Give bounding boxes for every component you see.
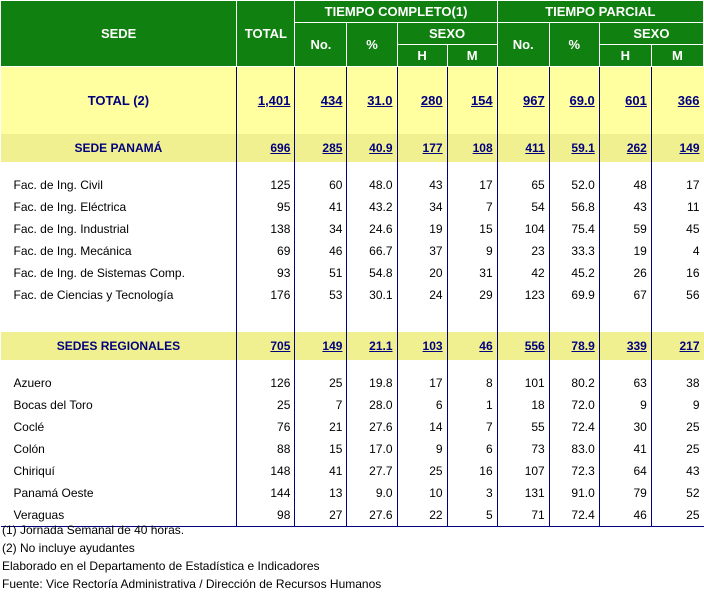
total-value: 69.0 <box>569 93 595 108</box>
cell-value: 20 <box>397 262 447 284</box>
footnote: Fuente: Vice Rectoría Administrativa / Dirección de Recursos Humanos <box>2 577 382 591</box>
row-label: Colón <box>1 438 237 460</box>
cell-value: 30 <box>599 416 651 438</box>
cell-value: 13 <box>295 482 347 504</box>
table-row <box>1 394 704 416</box>
total-value: 280 <box>420 93 443 108</box>
row-label: Fac. de Ing. de Sistemas Comp. <box>1 262 237 284</box>
total-row <box>1 67 704 135</box>
cell-value: 7 <box>447 416 497 438</box>
cell-value: 88 <box>237 438 295 460</box>
cell-value: 67 <box>599 284 651 306</box>
section-value: 262 <box>626 141 647 155</box>
cell-value: 9 <box>397 438 447 460</box>
sedes-regionales-rows <box>1 372 704 527</box>
row-label: Fac. de Ing. Mecánica <box>1 240 237 262</box>
cell-value: 15 <box>447 218 497 240</box>
header-tiempo-parcial: TIEMPO PARCIAL <box>497 1 703 23</box>
section-value: 46 <box>479 339 493 353</box>
cell-value: 46 <box>295 240 347 262</box>
cell-value: 42 <box>497 262 549 284</box>
footnote: (1) Jornada Semanal de 40 horas. <box>2 523 185 537</box>
section-value: 556 <box>524 339 545 353</box>
section-value: 149 <box>679 141 700 155</box>
row-label: Fac. de Ing. Civil <box>1 174 237 196</box>
cell-value: 17 <box>397 372 447 394</box>
cell-value: 73 <box>497 438 549 460</box>
cell-value: 48.0 <box>347 174 397 196</box>
cell-value: 95 <box>237 196 295 218</box>
cell-value: 25 <box>295 372 347 394</box>
cell-value: 131 <box>497 482 549 504</box>
cell-value: 25 <box>237 394 295 416</box>
sede-panama-rows <box>1 174 704 306</box>
cell-value: 30.1 <box>347 284 397 306</box>
cell-value: 34 <box>295 218 347 240</box>
cell-value: 27.7 <box>347 460 397 482</box>
cell-value: 79 <box>599 482 651 504</box>
cell-value: 59 <box>599 218 651 240</box>
cell-value: 45 <box>651 218 703 240</box>
cell-value: 25 <box>651 438 703 460</box>
section-value: 149 <box>322 339 343 353</box>
cell-value: 28.0 <box>347 394 397 416</box>
cell-value: 25 <box>651 504 703 527</box>
footnote: (2) No incluye ayudantes <box>2 541 135 555</box>
cell-value: 37 <box>397 240 447 262</box>
cell-value: 9 <box>599 394 651 416</box>
section-value: 103 <box>422 339 443 353</box>
cell-value: 56.8 <box>549 196 599 218</box>
cell-value: 22 <box>397 504 447 527</box>
row-label: Chiriquí <box>1 460 237 482</box>
cell-value: 27.6 <box>347 504 397 527</box>
cell-value: 19.8 <box>347 372 397 394</box>
cell-value: 148 <box>237 460 295 482</box>
cell-value: 26 <box>599 262 651 284</box>
cell-value: 16 <box>651 262 703 284</box>
cell-value: 93 <box>237 262 295 284</box>
cell-value: 9 <box>447 240 497 262</box>
total-value: 31.0 <box>367 93 393 108</box>
cell-value: 75.4 <box>549 218 599 240</box>
cell-value: 9.0 <box>347 482 397 504</box>
section-sedes-regionales <box>1 332 704 360</box>
cell-value: 41 <box>295 460 347 482</box>
cell-value: 60 <box>295 174 347 196</box>
section-value: 40.9 <box>369 141 393 155</box>
cell-value: 43 <box>599 196 651 218</box>
cell-value: 7 <box>295 394 347 416</box>
table-row <box>1 438 704 460</box>
cell-value: 33.3 <box>549 240 599 262</box>
cell-value: 52.0 <box>549 174 599 196</box>
total-value: 1,401 <box>257 93 291 108</box>
row-label: Fac. de Ing. Industrial <box>1 218 237 240</box>
row-label: Veraguas <box>1 504 237 527</box>
cell-value: 98 <box>237 504 295 527</box>
cell-value: 17 <box>447 174 497 196</box>
header-sede: SEDE <box>1 1 237 67</box>
cell-value: 55 <box>497 416 549 438</box>
header-tp-h: H <box>599 45 651 67</box>
table-row <box>1 284 704 306</box>
cell-value: 27 <box>295 504 347 527</box>
section-value: 696 <box>270 141 291 155</box>
cell-value: 6 <box>397 394 447 416</box>
cell-value: 11 <box>651 196 703 218</box>
cell-value: 21 <box>295 416 347 438</box>
cell-value: 43 <box>651 460 703 482</box>
total-value: 366 <box>677 93 700 108</box>
table-row <box>1 482 704 504</box>
cell-value: 34 <box>397 196 447 218</box>
cell-value: 24.6 <box>347 218 397 240</box>
cell-value: 17.0 <box>347 438 397 460</box>
cell-value: 25 <box>397 460 447 482</box>
cell-value: 18 <box>497 394 549 416</box>
table-row <box>1 372 704 394</box>
cell-value: 9 <box>651 394 703 416</box>
header-total: TOTAL <box>237 1 295 67</box>
cell-value: 69 <box>237 240 295 262</box>
cell-value: 45.2 <box>549 262 599 284</box>
header-tc-pct: % <box>347 23 397 67</box>
section-value: 108 <box>472 141 493 155</box>
section-value: 21.1 <box>369 339 393 353</box>
row-label: Bocas del Toro <box>1 394 237 416</box>
header-tp-no: No. <box>497 23 549 67</box>
cell-value: 138 <box>237 218 295 240</box>
cell-value: 10 <box>397 482 447 504</box>
cell-value: 63 <box>599 372 651 394</box>
cell-value: 72.0 <box>549 394 599 416</box>
header-tp-pct: % <box>549 23 599 67</box>
cell-value: 16 <box>447 460 497 482</box>
cell-value: 65 <box>497 174 549 196</box>
table-row <box>1 416 704 438</box>
cell-value: 7 <box>447 196 497 218</box>
section-value: 705 <box>270 339 291 353</box>
cell-value: 56 <box>651 284 703 306</box>
section-value: 59.1 <box>571 141 595 155</box>
total-value: 434 <box>320 93 343 108</box>
cell-value: 53 <box>295 284 347 306</box>
cell-value: 71 <box>497 504 549 527</box>
cell-value: 17 <box>651 174 703 196</box>
cell-value: 24 <box>397 284 447 306</box>
cell-value: 43.2 <box>347 196 397 218</box>
cell-value: 3 <box>447 482 497 504</box>
cell-value: 27.6 <box>347 416 397 438</box>
cell-value: 38 <box>651 372 703 394</box>
header-tp-sexo: SEXO <box>599 23 703 45</box>
cell-value: 54.8 <box>347 262 397 284</box>
table-row <box>1 460 704 482</box>
section-value: 411 <box>525 141 545 155</box>
section-sede-panama <box>1 134 704 162</box>
cell-value: 144 <box>237 482 295 504</box>
cell-value: 72.4 <box>549 416 599 438</box>
cell-value: 25 <box>651 416 703 438</box>
row-label: Panamá Oeste <box>1 482 237 504</box>
footnote: Elaborado en el Departamento de Estadística e Indicadores <box>2 559 320 573</box>
cell-value: 51 <box>295 262 347 284</box>
cell-value: 6 <box>447 438 497 460</box>
header-tc-h: H <box>397 45 447 67</box>
row-label: Coclé <box>1 416 237 438</box>
cell-value: 126 <box>237 372 295 394</box>
total-value: 601 <box>625 93 647 108</box>
cell-value: 72.3 <box>549 460 599 482</box>
cell-value: 69.9 <box>549 284 599 306</box>
cell-value: 15 <box>295 438 347 460</box>
cell-value: 29 <box>447 284 497 306</box>
total-value: 967 <box>523 93 545 108</box>
cell-value: 1 <box>447 394 497 416</box>
cell-value: 41 <box>295 196 347 218</box>
cell-value: 5 <box>447 504 497 527</box>
row-label: Fac. de Ciencias y Tecnología <box>1 284 237 306</box>
footnotes <box>2 521 381 593</box>
cell-value: 64 <box>599 460 651 482</box>
table-row <box>1 240 704 262</box>
cell-value: 19 <box>397 218 447 240</box>
total-value: 154 <box>470 93 493 108</box>
cell-value: 31 <box>447 262 497 284</box>
cell-value: 91.0 <box>549 482 599 504</box>
total-label: TOTAL (2) <box>1 67 237 135</box>
section-value: 78.9 <box>571 339 595 353</box>
cell-value: 19 <box>599 240 651 262</box>
cell-value: 83.0 <box>549 438 599 460</box>
cell-value: 4 <box>651 240 703 262</box>
section-value: 339 <box>626 339 647 353</box>
cell-value: 48 <box>599 174 651 196</box>
table-row <box>1 196 704 218</box>
cell-value: 23 <box>497 240 549 262</box>
table-row <box>1 218 704 240</box>
table-row <box>1 262 704 284</box>
header-tp-m: M <box>651 45 703 67</box>
section-label: SEDES REGIONALES <box>1 332 237 360</box>
cell-value: 76 <box>237 416 295 438</box>
cell-value: 176 <box>237 284 295 306</box>
cell-value: 52 <box>651 482 703 504</box>
cell-value: 46 <box>599 504 651 527</box>
cell-value: 43 <box>397 174 447 196</box>
cell-value: 54 <box>497 196 549 218</box>
cell-value: 66.7 <box>347 240 397 262</box>
cell-value: 123 <box>497 284 549 306</box>
header-tc-no: No. <box>295 23 347 67</box>
section-value: 285 <box>322 141 343 155</box>
cell-value: 14 <box>397 416 447 438</box>
section-label: SEDE PANAMÁ <box>1 134 237 162</box>
header-tc-sexo: SEXO <box>397 23 497 45</box>
table-row <box>1 174 704 196</box>
cell-value: 104 <box>497 218 549 240</box>
row-label: Azuero <box>1 372 237 394</box>
cell-value: 80.2 <box>549 372 599 394</box>
section-value: 217 <box>679 339 700 353</box>
row-label: Fac. de Ing. Eléctrica <box>1 196 237 218</box>
cell-value: 41 <box>599 438 651 460</box>
cell-value: 8 <box>447 372 497 394</box>
cell-value: 125 <box>237 174 295 196</box>
cell-value: 107 <box>497 460 549 482</box>
header-tc-m: M <box>447 45 497 67</box>
header-tiempo-completo: TIEMPO COMPLETO(1) <box>295 1 497 23</box>
section-value: 177 <box>422 141 443 155</box>
cell-value: 72.4 <box>549 504 599 527</box>
cell-value: 101 <box>497 372 549 394</box>
